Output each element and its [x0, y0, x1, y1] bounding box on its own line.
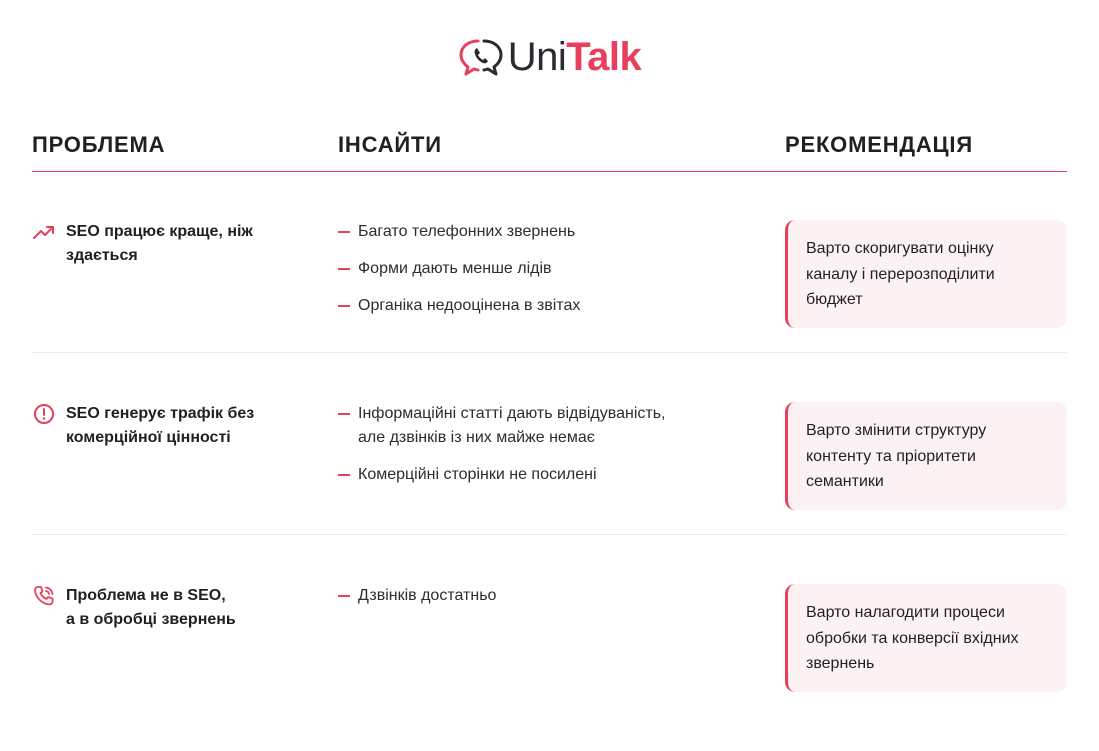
list-item [338, 402, 738, 450]
row-divider [32, 534, 1067, 535]
dash-bullet [338, 305, 350, 307]
insights-list [338, 402, 738, 500]
dash-bullet [338, 474, 350, 476]
insight-text: Інформаційні статті дають відвідуваність, але дзвінків із них майже немає [358, 405, 666, 446]
insight-text: Дзвінків достатньо [358, 587, 497, 604]
insight-text: Багато телефонних звернень [358, 223, 576, 240]
dash-bullet [338, 268, 350, 270]
list-item [338, 257, 738, 281]
trending-up-icon [32, 220, 56, 244]
insight-text: Органіка недооцінена в звітах [358, 297, 581, 314]
recommendation-card: Варто скоригувати оцінку каналу і перерозподілити бюджет [785, 220, 1067, 328]
column-header-problem: ПРОБЛЕМА [32, 132, 166, 157]
problem-cell [32, 584, 292, 632]
problem-text: Проблема не в SEO, а в обробці звернень [66, 587, 236, 628]
insight-text: Форми дають менше лідів [358, 260, 552, 277]
header-divider [32, 171, 1067, 172]
recommendation-card: Варто налагодити процеси обробки та конверсії вхідних звернень [785, 584, 1067, 692]
list-item [338, 220, 738, 244]
logo-wordmark [508, 34, 642, 80]
problem-cell [32, 220, 292, 268]
dash-bullet [338, 413, 350, 415]
recommendation-card: Варто змінити структуру контенту та пріоритети семантики [785, 402, 1067, 510]
list-item [338, 584, 738, 608]
alert-circle-icon [32, 402, 56, 426]
phone-call-icon [32, 584, 56, 608]
row-divider [32, 352, 1067, 353]
dash-bullet [338, 595, 350, 597]
insights-list [338, 584, 738, 621]
chat-phone-logo-icon [458, 37, 504, 77]
list-item [338, 294, 738, 318]
problem-cell [32, 402, 292, 450]
insights-list [338, 220, 738, 331]
problem-text: SEO генерує трафік без комерційної цінності [66, 405, 255, 446]
insight-text: Комерційні сторінки не посилені [358, 466, 597, 483]
dash-bullet [338, 231, 350, 233]
column-header-recommendation: РЕКОМЕНДАЦІЯ [785, 132, 973, 157]
problem-text: SEO працює краще, ніж здається [66, 223, 253, 264]
list-item [338, 463, 738, 487]
logo-talk: Talk [566, 35, 642, 79]
logo [0, 34, 1099, 80]
column-header-insights: ІНСАЙТИ [338, 132, 442, 157]
logo-uni: Uni [507, 35, 567, 79]
